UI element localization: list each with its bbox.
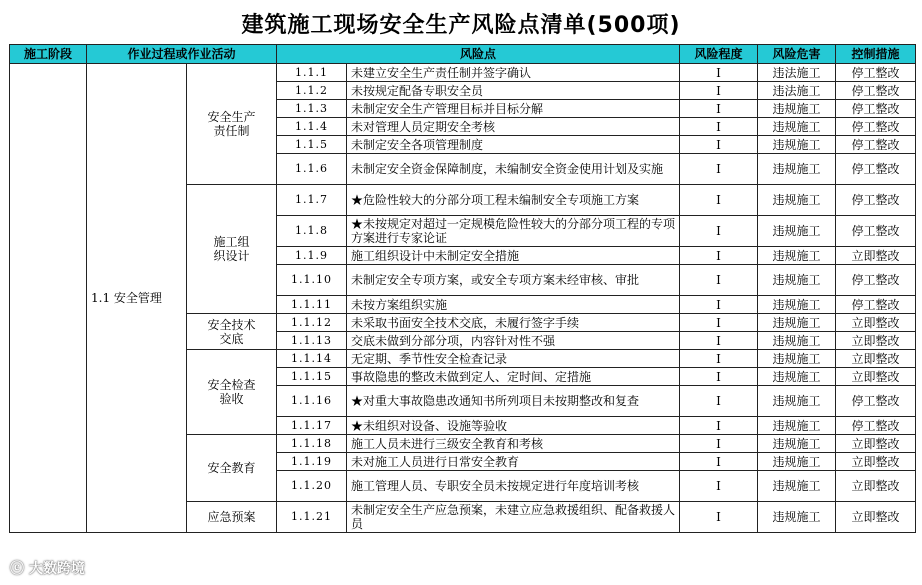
risk-code: 1.1.3	[277, 100, 347, 118]
control-measure: 立即整改	[836, 350, 916, 368]
risk-degree: I	[680, 118, 758, 136]
header-stage: 施工阶段	[10, 45, 87, 64]
control-measure: 立即整改	[836, 435, 916, 453]
risk-point: 未按方案组织实施	[347, 296, 680, 314]
header-risk-point: 风险点	[277, 45, 680, 64]
risk-hazard: 违规施工	[758, 435, 836, 453]
risk-hazard: 违规施工	[758, 265, 836, 296]
control-measure: 停工整改	[836, 118, 916, 136]
risk-degree: I	[680, 417, 758, 435]
risk-point: ★未按规定对超过一定规模危险性较大的分部分项工程的专项方案进行专家论证	[347, 216, 680, 247]
risk-point: 未制定安全资金保障制度，未编制安全资金使用计划及实施	[347, 154, 680, 185]
risk-hazard: 违规施工	[758, 100, 836, 118]
risk-point: ★危险性较大的分部分项工程未编制安全专项施工方案	[347, 185, 680, 216]
table-header-row	[10, 45, 916, 64]
risk-degree: I	[680, 265, 758, 296]
control-measure: 停工整改	[836, 417, 916, 435]
risk-hazard: 违规施工	[758, 314, 836, 332]
table-row	[10, 64, 916, 82]
control-measure: 停工整改	[836, 185, 916, 216]
risk-degree: I	[680, 314, 758, 332]
risk-degree: I	[680, 350, 758, 368]
sub-activity-cell	[187, 64, 277, 185]
risk-code: 1.1.9	[277, 247, 347, 265]
risk-degree: I	[680, 185, 758, 216]
sub-activity-line: 责任制	[213, 124, 250, 138]
risk-degree: I	[680, 64, 758, 82]
control-measure: 停工整改	[836, 154, 916, 185]
header-risk-hazard: 风险危害	[758, 45, 836, 64]
control-measure: 立即整改	[836, 332, 916, 350]
document-title: 建筑施工现场安全生产风险点清单(500项)	[241, 13, 681, 38]
process-cell: 1.1 安全管理	[87, 64, 187, 533]
control-measure: 停工整改	[836, 265, 916, 296]
risk-point: 施工人员未进行三级安全教育和考核	[347, 435, 680, 453]
risk-code: 1.1.11	[277, 296, 347, 314]
control-measure: 停工整改	[836, 82, 916, 100]
risk-code: 1.1.21	[277, 502, 347, 533]
watermark-text: 大数跨境	[28, 561, 85, 577]
header-process: 作业过程或作业活动	[87, 45, 277, 64]
risk-degree: I	[680, 247, 758, 265]
sub-activity-line: 织设计	[213, 249, 250, 263]
risk-hazard: 违规施工	[758, 350, 836, 368]
control-measure: 立即整改	[836, 314, 916, 332]
sub-activity-line: 交底	[219, 331, 244, 346]
control-measure: 停工整改	[836, 64, 916, 82]
risk-code: 1.1.15	[277, 368, 347, 386]
risk-code: 1.1.2	[277, 82, 347, 100]
risk-hazard: 违规施工	[758, 247, 836, 265]
risk-code: 1.1.14	[277, 350, 347, 368]
watermark-logo-icon: ⓒ	[10, 561, 29, 577]
risk-hazard: 违规施工	[758, 332, 836, 350]
header-control-measure: 控制措施	[836, 45, 916, 64]
risk-code: 1.1.19	[277, 453, 347, 471]
risk-point: 未对管理人员定期安全考核	[347, 118, 680, 136]
risk-degree: I	[680, 435, 758, 453]
risk-degree: I	[680, 332, 758, 350]
control-measure: 停工整改	[836, 296, 916, 314]
risk-point: 施工管理人员、专职安全员未按规定进行年度培训考核	[347, 471, 680, 502]
risk-degree: I	[680, 453, 758, 471]
risk-point: 事故隐患的整改未做到定人、定时间、定措施	[347, 368, 680, 386]
risk-point: ★未组织对设备、设施等验收	[347, 417, 680, 435]
risk-degree: I	[680, 386, 758, 417]
risk-code: 1.1.20	[277, 471, 347, 502]
control-measure: 立即整改	[836, 247, 916, 265]
risk-degree: I	[680, 368, 758, 386]
risk-point: 未制定安全专项方案，或安全专项方案未经审核、审批	[347, 265, 680, 296]
sub-activity-line: 施工组	[213, 235, 250, 249]
risk-hazard: 违规施工	[758, 502, 836, 533]
risk-point: 未对施工人员进行日常安全教育	[347, 453, 680, 471]
stage-cell	[10, 64, 87, 533]
sub-activity-cell	[187, 314, 277, 350]
header-risk-degree: 风险程度	[680, 45, 758, 64]
control-measure: 立即整改	[836, 453, 916, 471]
risk-point: 未制定安全生产管理目标并目标分解	[347, 100, 680, 118]
risk-hazard: 违规施工	[758, 118, 836, 136]
risk-point: 未按规定配备专职安全员	[347, 82, 680, 100]
risk-hazard: 违规施工	[758, 417, 836, 435]
sub-activity-line: 应急预案	[207, 510, 256, 524]
risk-hazard: 违规施工	[758, 216, 836, 247]
risk-code: 1.1.4	[277, 118, 347, 136]
risk-hazard: 违规施工	[758, 136, 836, 154]
risk-code: 1.1.5	[277, 136, 347, 154]
control-measure: 停工整改	[836, 100, 916, 118]
sub-activity-cell	[187, 502, 277, 533]
risk-degree: I	[680, 502, 758, 533]
risk-point: 未制定安全各项管理制度	[347, 136, 680, 154]
risk-code: 1.1.12	[277, 314, 347, 332]
risk-code: 1.1.17	[277, 417, 347, 435]
risk-point: 未建立安全生产责任制并签字确认	[347, 64, 680, 82]
risk-point: 施工组织设计中未制定安全措施	[347, 247, 680, 265]
risk-code: 1.1.6	[277, 154, 347, 185]
control-measure: 立即整改	[836, 471, 916, 502]
risk-hazard: 违规施工	[758, 185, 836, 216]
control-measure: 停工整改	[836, 136, 916, 154]
control-measure: 立即整改	[836, 368, 916, 386]
sub-activity-line: 安全检查	[207, 378, 256, 392]
control-measure: 停工整改	[836, 386, 916, 417]
risk-hazard: 违规施工	[758, 368, 836, 386]
table-body	[10, 64, 916, 533]
risk-degree: I	[680, 471, 758, 502]
risk-point: 交底未做到分部分项，内容针对性不强	[347, 332, 680, 350]
risk-hazard: 违法施工	[758, 64, 836, 82]
risk-degree: I	[680, 100, 758, 118]
risk-code: 1.1.18	[277, 435, 347, 453]
sub-activity-cell	[187, 435, 277, 502]
sub-activity-line: 安全生产	[207, 110, 256, 124]
risk-degree: I	[680, 82, 758, 100]
risk-degree: I	[680, 136, 758, 154]
risk-point: 未采取书面安全技术交底，未履行签字手续	[347, 314, 680, 332]
risk-hazard: 违规施工	[758, 386, 836, 417]
risk-degree: I	[680, 296, 758, 314]
risk-hazard: 违规施工	[758, 154, 836, 185]
sub-activity-cell	[187, 350, 277, 435]
risk-code: 1.1.13	[277, 332, 347, 350]
risk-point: 未制定安全生产应急预案，未建立应急救援组织、配备救援人员	[347, 502, 680, 533]
risk-hazard: 违规施工	[758, 471, 836, 502]
risk-hazard: 违规施工	[758, 453, 836, 471]
risk-degree: I	[680, 216, 758, 247]
risk-hazard: 违规施工	[758, 296, 836, 314]
sub-activity-line: 安全技术	[207, 317, 256, 332]
risk-degree: I	[680, 154, 758, 185]
risk-code: 1.1.8	[277, 216, 347, 247]
control-measure: 立即整改	[836, 502, 916, 533]
sub-activity-line: 安全教育	[207, 461, 256, 475]
sub-activity-line: 验收	[219, 392, 244, 406]
risk-code: 1.1.7	[277, 185, 347, 216]
watermark	[10, 558, 85, 578]
risk-table	[9, 44, 916, 533]
risk-point: ★对重大事故隐患改通知书所列项目未按期整改和复查	[347, 386, 680, 417]
risk-code: 1.1.10	[277, 265, 347, 296]
sub-activity-cell	[187, 185, 277, 314]
control-measure: 停工整改	[836, 216, 916, 247]
risk-hazard: 违法施工	[758, 82, 836, 100]
risk-code: 1.1.16	[277, 386, 347, 417]
risk-point: 无定期、季节性安全检查记录	[347, 350, 680, 368]
risk-code: 1.1.1	[277, 64, 347, 82]
